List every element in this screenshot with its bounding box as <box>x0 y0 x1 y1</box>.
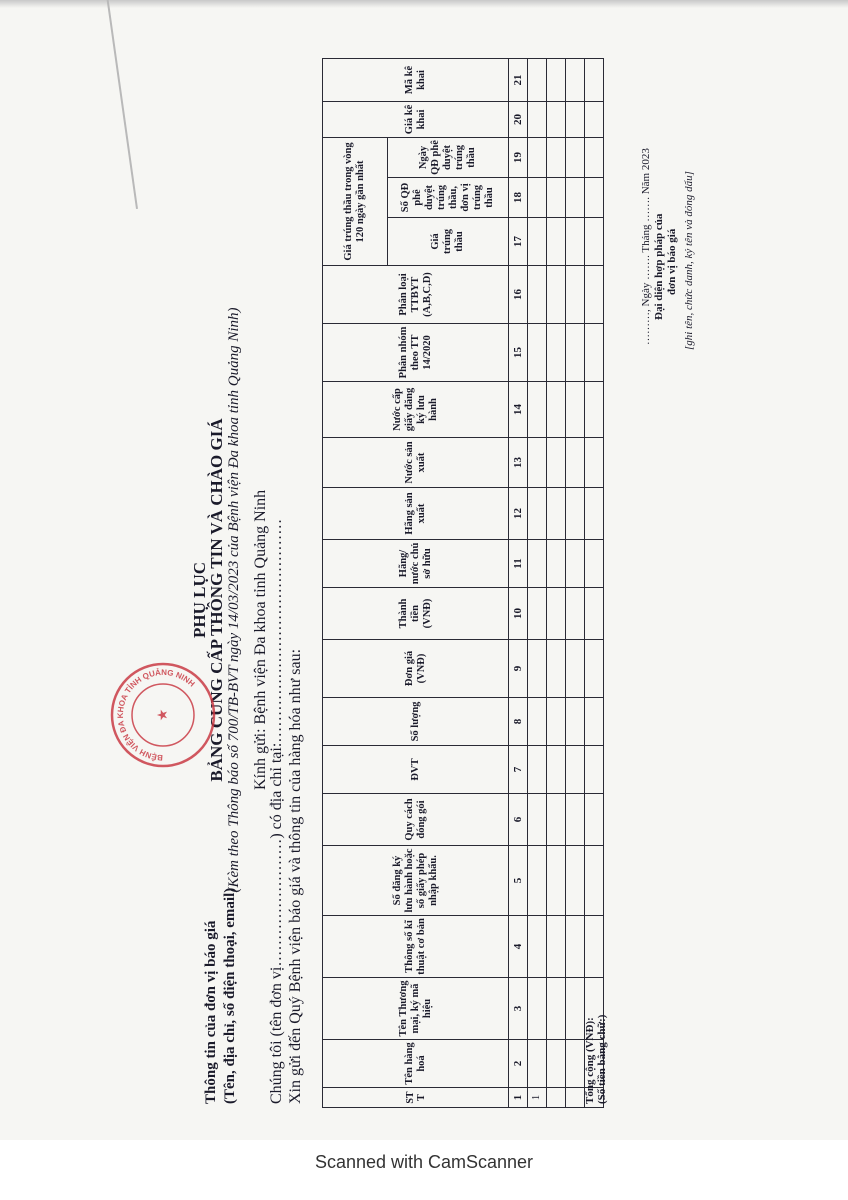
column-number: 12 <box>509 488 528 540</box>
header-cell-stt: STT <box>323 1088 509 1108</box>
table-cell <box>566 540 585 588</box>
column-number: 18 <box>509 178 528 218</box>
table-cell <box>528 698 547 746</box>
table-cell <box>528 1040 547 1088</box>
table-cell <box>566 846 585 916</box>
stamp-star-icon: ★ <box>154 708 170 722</box>
header-cell-specs: Thông số kĩ thuật cơ bản <box>323 916 509 978</box>
stamp-arc-path-text: BỆNH VIỆN ĐA KHOA TỈNH QUẢNG NINH <box>115 667 197 763</box>
table-cell <box>528 794 547 846</box>
header-cell-trade-name: Tên Thương mại, ký mã hiệu <box>323 978 509 1040</box>
table-cell <box>566 324 585 382</box>
intro-line-2: Xin gửi đến Quý Bệnh viện báo giá và thông tin của hàng hóa như sau: <box>287 648 304 1104</box>
column-number: 15 <box>509 324 528 382</box>
column-number: 20 <box>509 101 528 137</box>
header-cell-subgroup: Phân nhóm theo TT 14/2020 <box>323 324 509 382</box>
table-cell <box>547 794 566 846</box>
table-row <box>585 58 604 1107</box>
header-cell-registration-country: Nước cấp giấy đăng ký lưu hành <box>323 382 509 438</box>
table-cell <box>585 698 604 746</box>
column-number: 4 <box>509 916 528 978</box>
table-cell <box>566 746 585 794</box>
table-cell <box>547 540 566 588</box>
header-cell-packaging: Quy cách đóng gói <box>323 794 509 846</box>
signature-instruction: [ghi tên, chức danh, ký tên và đóng dấu] <box>683 171 695 350</box>
header-cell-decision-number: Số QĐ phê duyệt trúng thầu, đơn vị trúng thầu <box>388 178 509 218</box>
quotation-table <box>322 58 604 1108</box>
column-number: 11 <box>509 540 528 588</box>
table-cell <box>528 58 547 101</box>
column-number: 1 <box>509 1088 528 1108</box>
table-cell <box>585 58 604 101</box>
table-cell <box>585 324 604 382</box>
table-cell <box>547 488 566 540</box>
supplier-info-heading: Thông tin của đơn vị báo giá <box>203 920 219 1104</box>
column-number: 13 <box>509 438 528 488</box>
table-cell <box>566 1040 585 1088</box>
table-cell <box>547 978 566 1040</box>
header-cell-owner: Hãng/ nước chủ sở hữu <box>323 540 509 588</box>
table-cell <box>547 588 566 640</box>
scanner-watermark: Scanned with CamScanner <box>314 1152 534 1172</box>
header-cell-registration: Số đăng ký lưu hành hoặc số giấy phép nhập khẩu. <box>323 846 509 916</box>
table-cell <box>547 846 566 916</box>
table-cell <box>566 588 585 640</box>
table-cell <box>566 137 585 177</box>
column-number: 16 <box>509 266 528 324</box>
table-cell <box>528 266 547 324</box>
total-in-words-label: (Số tiền bằng chữ:) <box>596 1014 608 1104</box>
table-cell <box>547 266 566 324</box>
table-cell <box>566 978 585 1040</box>
column-number: 19 <box>509 137 528 177</box>
table-cell <box>585 916 604 978</box>
column-number: 8 <box>509 698 528 746</box>
total-label: Tổng cộng (VNĐ): <box>584 1017 596 1104</box>
table-cell <box>547 324 566 382</box>
table-cell <box>566 382 585 438</box>
column-number: 14 <box>509 382 528 438</box>
table-cell <box>547 916 566 978</box>
table-cell <box>547 640 566 698</box>
column-number: 10 <box>509 588 528 640</box>
table-cell <box>547 58 566 101</box>
column-number: 17 <box>509 218 528 266</box>
header-cell-unit: ĐVT <box>323 746 509 794</box>
table-cell <box>528 218 547 266</box>
table-cell <box>585 794 604 846</box>
table-cell <box>547 382 566 438</box>
table-cell <box>585 540 604 588</box>
header-cell-manufacturer: Hãng sản xuất <box>323 488 509 540</box>
column-number: 6 <box>509 794 528 846</box>
hospital-seal-stamp <box>108 660 218 770</box>
column-number: 21 <box>509 58 528 101</box>
table-cell <box>528 588 547 640</box>
table-row <box>566 58 585 1107</box>
document-title: PHỤ LỤC <box>190 561 209 639</box>
table-cell <box>547 438 566 488</box>
header-cell-item-name: Tên hàng hoá <box>323 1040 509 1088</box>
table-cell <box>528 178 547 218</box>
column-number: 2 <box>509 1040 528 1088</box>
table-cell <box>566 178 585 218</box>
table-cell <box>547 1040 566 1088</box>
table-cell <box>528 137 547 177</box>
header-cell-group-recent-bids: Giá trúng thầu trong vòng 120 ngày gần nhất <box>323 137 388 265</box>
table-cell <box>566 438 585 488</box>
table-cell <box>528 746 547 794</box>
header-cell-winning-price: Giá trúng thầu <box>388 218 509 266</box>
table-cell <box>528 438 547 488</box>
table-cell <box>566 218 585 266</box>
header-cell-amount: Thành tiền (VNĐ) <box>323 588 509 640</box>
table-cell <box>528 540 547 588</box>
table-cell <box>585 488 604 540</box>
table-row <box>528 58 547 1107</box>
table-cell <box>547 218 566 266</box>
table-cell <box>528 916 547 978</box>
table-cell <box>566 101 585 137</box>
table-cell <box>585 382 604 438</box>
header-cell-classification: Phân loại TTBYT (A,B,C,D) <box>323 266 509 324</box>
table-cell <box>547 746 566 794</box>
header-cell-country: Nước sản xuất <box>323 438 509 488</box>
table-cell <box>566 640 585 698</box>
column-number: 7 <box>509 746 528 794</box>
table-cell <box>528 324 547 382</box>
table-cell <box>566 488 585 540</box>
document-subtitle: BẢNG CUNG CẤP THÔNG TIN VÀ CHÀO GIÁ <box>207 418 226 782</box>
table-cell <box>566 266 585 324</box>
column-number: 5 <box>509 846 528 916</box>
table-cell <box>566 1088 585 1108</box>
table-cell <box>547 1088 566 1108</box>
table-cell <box>528 101 547 137</box>
table-cell <box>566 58 585 101</box>
table-cell: 1 <box>528 1088 547 1108</box>
table-cell <box>585 266 604 324</box>
signature-role-line-2: đơn vị báo giá <box>666 228 678 295</box>
column-number: 9 <box>509 640 528 698</box>
attachment-note: (Kèm theo Thông báo số 700/TB-BVT ngày 14/03/2023 của Bệnh viện Đa khoa tỉnh Quảng Ninh) <box>226 307 242 893</box>
table-cell <box>547 137 566 177</box>
table-cell <box>585 640 604 698</box>
table-cell <box>585 101 604 137</box>
table-cell <box>566 794 585 846</box>
table-cell <box>585 438 604 488</box>
table-cell <box>566 916 585 978</box>
header-cell-declared-price: Giá kê khai <box>323 101 509 137</box>
supplier-info-fields: (Tên, địa chỉ, số điện thoại, email) <box>222 887 238 1104</box>
table-cell <box>585 137 604 177</box>
table-cell <box>547 178 566 218</box>
header-cell-declaration-code: Mã kê khai <box>323 58 509 101</box>
table-cell <box>566 698 585 746</box>
signature-role-line-1: Đại diện hợp pháp của <box>653 213 665 320</box>
table-cell <box>585 588 604 640</box>
table-cell <box>547 698 566 746</box>
table-cell <box>528 488 547 540</box>
table-cell <box>547 101 566 137</box>
table-row <box>547 58 566 1107</box>
recipient-line: Kính gửi: Bệnh viện Đa khoa tỉnh Quảng Ninh <box>252 489 269 790</box>
intro-line-1: Chúng tôi (tên đơn vị……………………) có địa chỉ tại:…………………………………… <box>268 518 285 1104</box>
header-cell-quantity: Số lượng <box>323 698 509 746</box>
table-cell <box>585 746 604 794</box>
signature-date-line: ………, Ngày ……. Tháng ……. Năm 2023 <box>640 148 652 345</box>
table-cell <box>528 640 547 698</box>
column-number: 3 <box>509 978 528 1040</box>
header-cell-decision-date: Ngày QĐ phê duyệt trúng thầu <box>388 137 509 177</box>
table-cell <box>585 178 604 218</box>
header-cell-unit-price: Đơn giá (VNĐ) <box>323 640 509 698</box>
table-cell <box>528 382 547 438</box>
table-cell <box>585 218 604 266</box>
table-cell <box>585 846 604 916</box>
table-cell <box>528 978 547 1040</box>
table-cell <box>528 846 547 916</box>
